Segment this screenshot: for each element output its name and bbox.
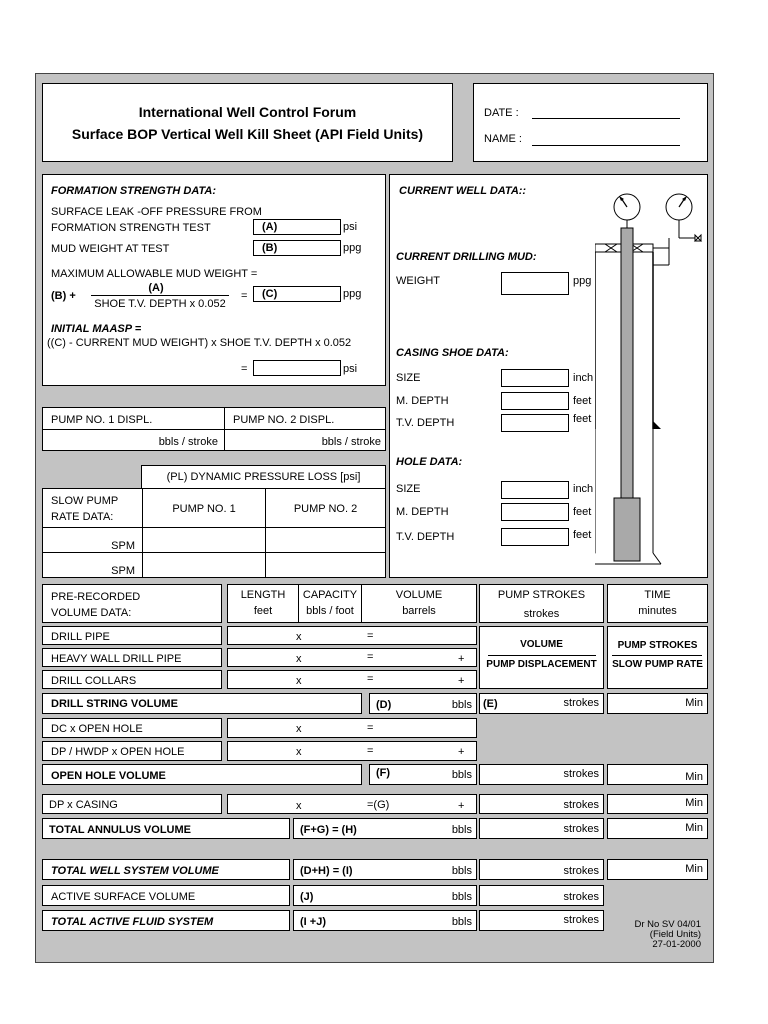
dhi-tag: (D+H) = (I)	[300, 865, 353, 877]
casing-shoe-heading: CASING SHOE DATA:	[396, 347, 509, 359]
drill-pipe-x: x	[296, 631, 302, 643]
ohv-label: OPEN HOLE VOLUME	[51, 770, 166, 782]
leak-off-label-1: SURFACE LEAK -OFF PRESSURE FROM	[51, 206, 262, 218]
asv-value[interactable]	[293, 885, 477, 906]
twsv-strokes-unit: strokes	[563, 865, 599, 877]
time-label: TIME	[644, 589, 671, 601]
hole-data-heading: HOLE DATA:	[396, 456, 463, 468]
dpoh-label: DP / HWDP x OPEN HOLE	[51, 746, 185, 758]
dcoh-x: x	[296, 723, 302, 735]
pump1-displ-unit[interactable]: bbls / stroke	[158, 436, 218, 448]
formula-volume: VOLUME	[520, 639, 563, 650]
hole-md-input[interactable]	[501, 503, 569, 521]
length-capacity-volume-header	[227, 584, 477, 623]
hole-size-input[interactable]	[501, 481, 569, 499]
maasp-label: INITIAL MAASP =	[51, 323, 142, 335]
dsv-strokes[interactable]	[479, 693, 604, 714]
pump2-displ-label: PUMP NO. 2 DISPL.	[233, 414, 335, 426]
mud-weight-input[interactable]	[501, 272, 569, 295]
prerec-label-2: VOLUME DATA:	[51, 607, 132, 619]
shoe-size-label: SIZE	[396, 372, 421, 384]
dpoh-plus: +	[458, 746, 465, 758]
length-unit: feet	[253, 605, 273, 617]
current-well-panel	[389, 174, 708, 578]
doc-number: Dr No SV 04/01	[634, 919, 701, 930]
hole-size-label: SIZE	[396, 483, 421, 495]
drill-pipe-calc-row[interactable]	[227, 626, 477, 645]
shoe-size-input[interactable]	[501, 369, 569, 387]
dc-plus: +	[458, 675, 465, 687]
current-well-heading: CURRENT WELL DATA::	[399, 185, 527, 197]
maasp-equals: =	[241, 363, 248, 375]
twsv-value[interactable]	[293, 859, 477, 880]
formation-heading: FORMATION STRENGTH DATA:	[51, 185, 216, 197]
pump-no1-col: PUMP NO. 1	[172, 503, 236, 515]
shoe-md-label: M. DEPTH	[396, 395, 449, 407]
asv-bbls: bbls	[451, 891, 472, 903]
hole-size-unit: inch	[573, 483, 594, 495]
shoe-size-unit: inch	[573, 372, 594, 384]
hole-md-unit: feet	[573, 506, 592, 518]
volume-over-displacement-box	[479, 626, 604, 689]
hwdp-calc-row[interactable]	[227, 648, 477, 667]
title-line-2: Surface BOP Vertical Well Kill Sheet (API Field Units)	[71, 126, 424, 142]
ohv-label-cell	[42, 764, 362, 785]
hole-md-label: M. DEPTH	[396, 506, 449, 518]
asv-label: ACTIVE SURFACE VOLUME	[51, 891, 196, 903]
ohv-strokes-unit: strokes	[563, 768, 599, 780]
c-tag: (C)	[262, 288, 278, 300]
asv-strokes[interactable]	[479, 885, 604, 906]
ohv-bbls: bbls	[451, 769, 472, 781]
prerecorded-volume-header	[42, 584, 222, 623]
dpcsg-plus: +	[458, 800, 465, 812]
volume-header: VOLUME	[395, 589, 443, 601]
shoe-md-input[interactable]	[501, 392, 569, 410]
tafs-label-cell	[42, 910, 290, 931]
pump1-displ-label: PUMP NO. 1 DISPL.	[51, 414, 153, 426]
twsv-label: TOTAL WELL SYSTEM VOLUME	[51, 865, 219, 877]
title-line-1: International Well Control Forum	[138, 104, 357, 120]
volume-unit: barrels	[402, 605, 436, 617]
leak-off-label-2: FORMATION STRENGTH TEST	[51, 222, 211, 234]
shoe-tvd-unit: feet	[573, 413, 592, 425]
mud-weight-label: WEIGHT	[396, 275, 440, 287]
ij-tag: (I +J)	[300, 916, 326, 928]
dcoh-eq: =	[367, 722, 374, 734]
fraction-denominator: SHOE T.V. DEPTH x 0.052	[94, 298, 226, 310]
shoe-tvd-input[interactable]	[501, 414, 569, 432]
leak-off-tag: (A)	[262, 221, 278, 233]
ohv-min: Min	[685, 771, 703, 783]
asv-strokes-unit: strokes	[563, 891, 599, 903]
tav-value[interactable]	[293, 818, 477, 839]
capacity-unit: bbls / foot	[306, 605, 354, 617]
maasp-unit: psi	[343, 363, 358, 375]
well-schematic-diagram	[595, 185, 705, 570]
date-name-panel	[473, 83, 708, 162]
drilling-mud-heading: CURRENT DRILLING MUD:	[396, 251, 537, 263]
dcoh-label: DC x OPEN HOLE	[51, 723, 143, 735]
formula-pump-displacement: PUMP DISPLACEMENT	[486, 659, 597, 670]
dc-label-cell	[42, 670, 222, 689]
spm-row-2: SPM	[111, 565, 135, 577]
dc-eq: =	[367, 673, 374, 685]
slow-pump-rate-header	[141, 465, 386, 489]
dpcsg-time[interactable]	[607, 794, 708, 814]
twsv-label-cell	[42, 859, 290, 880]
drill-pipe-label: DRILL PIPE	[51, 631, 110, 643]
kill-sheet	[35, 73, 714, 963]
f-tag: (F)	[376, 767, 391, 779]
tafs-bbls: bbls	[451, 916, 472, 928]
mamw-input[interactable]	[253, 286, 341, 302]
fraction-bar	[91, 295, 229, 296]
tafs-strokes-unit: strokes	[563, 914, 599, 926]
shoe-md-unit: feet	[573, 395, 592, 407]
leak-off-input[interactable]	[253, 219, 341, 235]
dc-label: DRILL COLLARS	[51, 675, 137, 687]
slow-pump-rate-table	[42, 488, 386, 578]
dsv-label-cell	[42, 693, 362, 714]
hwdp-label: HEAVY WALL DRILL PIPE	[51, 653, 182, 665]
fraction-numerator: (A)	[148, 282, 164, 294]
dpcsg-calc-row[interactable]	[227, 794, 477, 814]
twsv-strokes[interactable]	[479, 859, 604, 880]
dpcsg-min: Min	[685, 797, 703, 809]
formula-pump-strokes: PUMP STROKES	[617, 640, 698, 651]
tav-label-cell	[42, 818, 290, 839]
length-header: LENGTH	[240, 589, 286, 601]
dpoh-label-cell	[42, 741, 222, 761]
leak-off-unit: psi	[343, 221, 358, 233]
tafs-strokes[interactable]	[479, 910, 604, 931]
maasp-input[interactable]	[253, 360, 341, 376]
tafs-label: TOTAL ACTIVE FLUID SYSTEM	[51, 916, 214, 928]
dsv-label: DRILL STRING VOLUME	[51, 698, 178, 710]
dsv-value[interactable]	[369, 693, 477, 714]
drill-pipe-label-cell	[42, 626, 222, 645]
tav-strokes[interactable]	[479, 818, 604, 839]
tav-min: Min	[685, 822, 703, 834]
name-label: NAME :	[484, 133, 522, 145]
dpoh-eq: =	[367, 745, 374, 757]
tav-strokes-unit: strokes	[563, 823, 599, 835]
dcoh-label-cell	[42, 718, 222, 738]
mud-weight-test-label: MUD WEIGHT AT TEST	[51, 243, 170, 255]
hole-tvd-input[interactable]	[501, 528, 569, 546]
title-panel	[42, 83, 453, 162]
hole-tvd-unit: feet	[573, 529, 592, 541]
dsv-bbls: bbls	[451, 699, 472, 711]
dpcsg-x: x	[296, 800, 302, 812]
hole-tvd-label: T.V. DEPTH	[396, 531, 455, 543]
doc-date: 27-01-2000	[652, 939, 701, 950]
dsv-min: Min	[685, 697, 703, 709]
pump-displacement-table	[42, 407, 386, 451]
asv-label-cell	[42, 885, 290, 906]
twsv-bbls: bbls	[451, 865, 472, 877]
tav-bbls: bbls	[451, 824, 472, 836]
twsv-time[interactable]	[607, 859, 708, 880]
mamw-unit: ppg	[343, 288, 362, 300]
pump-strokes-header	[479, 584, 604, 623]
twsv-min: Min	[685, 863, 703, 875]
doc-units: (Field Units)	[649, 929, 701, 940]
mamw-label: MAXIMUM ALLOWABLE MUD WEIGHT =	[51, 268, 258, 280]
dpcsg-strokes[interactable]	[479, 794, 604, 814]
dpcsg-label-cell	[42, 794, 222, 814]
mamw-equals: =	[241, 290, 248, 302]
date-field[interactable]	[532, 118, 680, 119]
slow-pump-label-1: SLOW PUMP	[51, 495, 119, 507]
time-unit: minutes	[638, 605, 677, 617]
ohv-time[interactable]	[607, 764, 708, 785]
mud-weight-unit: ppg	[343, 242, 362, 254]
hwdp-label-cell	[42, 648, 222, 667]
dcoh-calc-row[interactable]	[227, 718, 477, 738]
name-field[interactable]	[532, 145, 680, 146]
dc-x: x	[296, 675, 302, 687]
dsv-strokes-unit: strokes	[563, 697, 599, 709]
time-header	[607, 584, 708, 623]
prerec-label-1: PRE-RECORDED	[51, 591, 141, 603]
tafs-value[interactable]	[293, 910, 477, 931]
formula-slow-pump-rate: SLOW PUMP RATE	[612, 659, 703, 670]
spm-row-1: SPM	[111, 540, 135, 552]
strokes-over-rate-box	[607, 626, 708, 689]
mud-weight-test-input[interactable]	[253, 240, 341, 256]
dpcsg-strokes-unit: strokes	[563, 799, 599, 811]
date-label: DATE :	[484, 107, 519, 119]
fgh-tag: (F+G) = (H)	[300, 824, 357, 836]
dpcsg-g: =(G)	[367, 799, 390, 811]
ohv-value[interactable]	[369, 764, 477, 785]
formation-strength-panel	[42, 174, 386, 386]
hwdp-plus: +	[458, 653, 465, 665]
d-tag: (D)	[376, 699, 392, 711]
dc-calc-row[interactable]	[227, 670, 477, 689]
tav-time[interactable]	[607, 818, 708, 839]
e-tag: (E)	[483, 698, 498, 710]
dpoh-calc-row[interactable]	[227, 741, 477, 761]
dynamic-pressure-loss-header: (PL) DYNAMIC PRESSURE LOSS [psi]	[166, 471, 361, 483]
mud-weight-tag: (B)	[262, 242, 278, 254]
j-tag: (J)	[300, 891, 314, 903]
pump-strokes-unit: strokes	[523, 608, 560, 620]
pump-no2-col: PUMP NO. 2	[293, 503, 358, 515]
mud-weight-unit-current: ppg	[573, 275, 592, 287]
b-plus-label: (B) +	[51, 290, 76, 302]
hwdp-x: x	[296, 653, 302, 665]
slow-pump-label-2: RATE DATA:	[51, 511, 114, 523]
dpoh-x: x	[296, 746, 302, 758]
maasp-formula: ((C) - CURRENT MUD WEIGHT) x SHOE T.V. DEPTH x 0.052	[47, 337, 352, 349]
tav-label: TOTAL ANNULUS VOLUME	[49, 824, 191, 836]
pump2-displ-unit[interactable]: bbls / stroke	[321, 436, 381, 448]
capacity-header: CAPACITY	[302, 589, 358, 601]
ohv-strokes[interactable]	[479, 764, 604, 785]
dpcsg-label: DP x CASING	[49, 799, 118, 811]
shoe-tvd-label: T.V. DEPTH	[396, 417, 455, 429]
drill-pipe-eq: =	[367, 630, 374, 642]
hwdp-eq: =	[367, 651, 374, 663]
pump-strokes-label: PUMP STROKES	[497, 589, 586, 601]
dsv-time[interactable]	[607, 693, 708, 714]
